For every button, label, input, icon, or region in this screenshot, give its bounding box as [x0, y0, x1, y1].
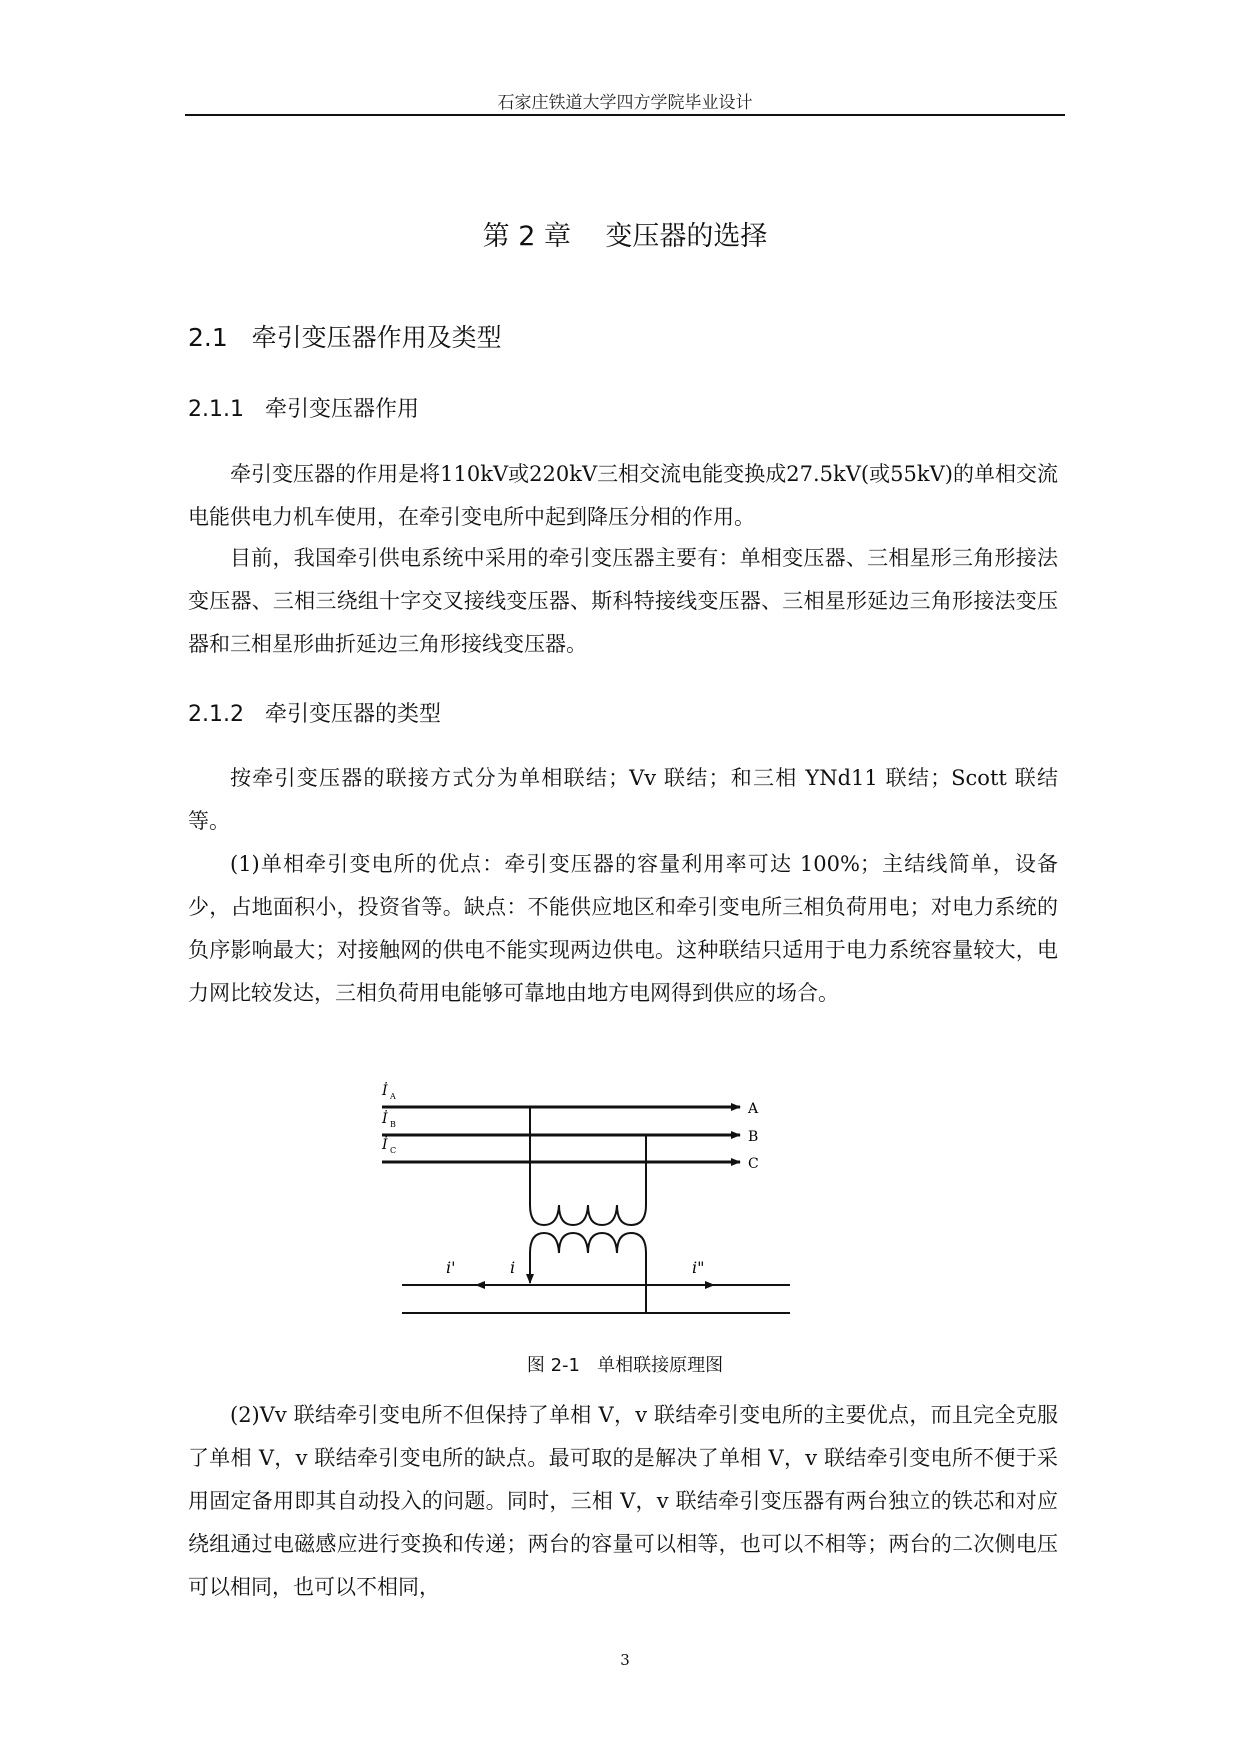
- figure-caption: 图 2-1 单相联接原理图: [526, 1355, 724, 1376]
- label-line-b: B: [748, 1129, 759, 1145]
- paragraph-vv-connection: (2)Vv 联结牵引变电所不但保持了单相 V，v 联结牵引变电所的主要优点，而且完全克服了单相 V，v 联结牵引变电所的缺点。最可取的是解决了单相 V，v 联结牵引变电所不便于采用固定备用即其自动投入的问题。同时，三相 V，v 联结牵引变压器有两台独立的铁芯和对应绕组通过电磁感应进行变换和传递；两台的容量可以相等，也可以不相等；两台的二次侧电压可以相同，也可以不相同，: [188, 1403, 1058, 1599]
- paragraph-role-of-transformer: 牵引变压器的作用是将110kV或220kV三相交流电能变换成27.5kV(或55kV)的单相交流电能供电力机车使用，在牵引变电所中起到降压分相的作用。: [188, 462, 1058, 529]
- single-phase-connection-diagram: [380, 1075, 820, 1335]
- label-ic-sub: C: [390, 1146, 397, 1155]
- section-2-1-heading: 2.1 牵引变压器作用及类型: [188, 323, 502, 352]
- label-line-a: A: [748, 1101, 759, 1117]
- label-i-left: i': [446, 1258, 456, 1277]
- label-i-mid: i: [510, 1258, 516, 1277]
- paragraph-connection-types: 按牵引变压器的联接方式分为单相联结；Vv 联结；和三相 YNd11 联结；Scott 联结等。: [188, 766, 1058, 833]
- primary-winding: [530, 1107, 646, 1225]
- running-header: 石家庄铁道大学四方学院毕业设计: [497, 93, 753, 113]
- label-ib: İ: [382, 1111, 388, 1127]
- chapter-title: 第 2 章 变压器的选择: [482, 221, 768, 252]
- figure-single-phase-connection: [380, 1075, 820, 1335]
- label-ib-sub: B: [390, 1120, 396, 1129]
- header-rule: [185, 114, 1065, 116]
- paragraph-transformer-kinds: 目前，我国牵引供电系统中采用的牵引变压器主要有：单相变压器、三相星形三角形接法变压器、三相三绕组十字交叉接线变压器、斯科特接线变压器、三相星形延边三角形接法变压器和三相星形曲折延边三角形接线变压器。: [188, 546, 1058, 656]
- label-ia-sub: A: [390, 1092, 396, 1101]
- label-i-right: i": [692, 1258, 705, 1277]
- paragraph-single-phase: (1)单相牵引变电所的优点：牵引变压器的容量利用率可达 100%；主结线简单，设备少，占地面积小，投资省等。缺点：不能供应地区和牵引变电所三相负荷用电；对电力系统的负序影响最大；对接触网的供电不能实现两边供电。这种联结只适用于电力系统容量较大，电力网比较发达，三相负荷用电能够可靠地由地方电网得到供应的场合。: [188, 852, 1058, 1005]
- secondary-winding: [530, 1233, 646, 1313]
- label-line-c: C: [748, 1156, 759, 1172]
- label-ia: İ: [382, 1083, 388, 1099]
- label-ic: İ: [382, 1137, 388, 1153]
- section-2-1-1-heading: 2.1.1 牵引变压器作用: [188, 397, 419, 422]
- section-2-1-2-heading: 2.1.2 牵引变压器的类型: [188, 702, 441, 727]
- page-number: 3: [620, 1651, 630, 1669]
